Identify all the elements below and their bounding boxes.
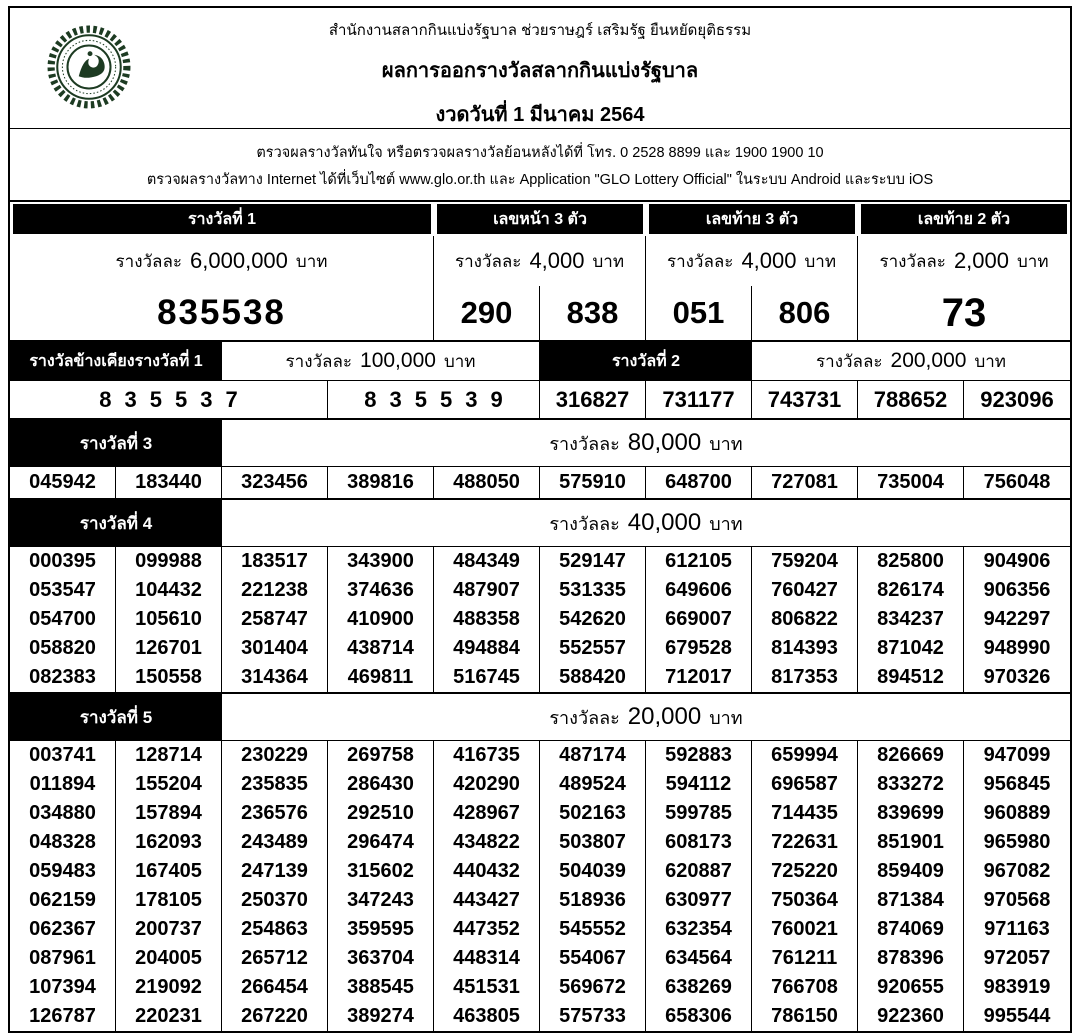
prize3-header-row [10,418,1070,466]
lottery-number-cell: 878396 [858,944,964,973]
lottery-number-cell: 727081 [752,467,858,498]
header-text [10,6,1070,130]
lottery-number-cell: 150558 [116,663,222,692]
first-prize-numbers-row [10,286,1070,340]
lottery-number-cell: 620887 [646,857,752,886]
info-internet-line: ตรวจผลรางวัลทาง Internet ได้ที่เว็บไซต์ www.glo.or.th และ Application "GLO Lottery Official" ในระบบ Android และระบบ iOS [146,172,934,188]
lottery-number-cell: 323456 [222,467,328,498]
lottery-number-cell: 267220 [222,1002,328,1031]
lottery-number-cell: 679528 [646,634,752,663]
lottery-number-cell: 062159 [10,886,116,915]
lottery-number-cell: 659994 [752,741,858,770]
lottery-number-cell: 806822 [752,605,858,634]
lottery-number-cell: 712017 [646,663,752,692]
lottery-number-cell: 531335 [540,576,646,605]
first-prize-header-row [10,200,1070,236]
lottery-number-cell: 045942 [10,467,116,498]
lottery-number-cell: 126701 [116,634,222,663]
lottery-number-cell: 970568 [983,889,1051,911]
lottery-number-cell: 410900 [328,605,434,634]
lottery-number-cell: 048328 [10,828,116,857]
adjacent-number-2: 835539 [328,381,540,418]
lottery-number-cell: 230229 [222,741,328,770]
lottery-results-sheet [8,6,1072,1033]
lottery-number-cell: 948990 [983,637,1051,659]
lottery-number-cell: 552557 [540,634,646,663]
last3-amount-value: 4,000 [741,248,797,273]
lottery-number-cell: 428967 [434,799,540,828]
lottery-number-cell: 839699 [858,799,964,828]
lottery-number-cell: 516745 [434,663,540,692]
lottery-number-cell: 833272 [858,770,964,799]
lottery-number-cell: 632354 [646,915,752,944]
lottery-number-cell: 947099 [983,744,1051,766]
first-prize-number: 835538 [10,286,434,340]
lottery-number-cell: 894512 [858,663,964,692]
header-front3: เลขหน้า 3 ตัว [437,204,643,234]
header-prize1: รางวัลที่ 1 [13,204,431,234]
lottery-number-cell: 814393 [752,634,858,663]
last3-number-1: 051 [646,286,752,340]
prize2-number: 316827 [540,381,646,418]
lottery-number-cell: 529147 [540,547,646,576]
lottery-number-cell: 972057 [983,947,1051,969]
lottery-number-cell: 995544 [983,1005,1051,1027]
lottery-number-cell: 760021 [752,915,858,944]
lottery-number-cell: 759204 [752,547,858,576]
lottery-number-cell: 960889 [983,802,1051,824]
header-prize3: รางวัลที่ 3 [10,420,222,466]
first-prize-amounts-row [10,236,1070,286]
lottery-number-cell: 463805 [434,1002,540,1031]
lottery-number-cell: 489524 [540,770,646,799]
lottery-number-cell: 243489 [222,828,328,857]
front3-amount-value: 4,000 [529,248,585,273]
prize4-amount-value: 40,000 [627,509,702,536]
lottery-number-cell: 983919 [983,976,1051,998]
lottery-number-cell: 343900 [328,547,434,576]
header-adjacent-prize: รางวัลข้างเคียงรางวัลที่ 1 [10,342,222,380]
lottery-number-cell: 363704 [328,944,434,973]
lottery-number-cell: 542620 [540,605,646,634]
lottery-number-cell: 301404 [222,634,328,663]
lottery-number-cell: 696587 [752,770,858,799]
prize1-amount-value: 6,000,000 [190,248,288,273]
per-prize-label: รางวัลละ [816,351,883,371]
lottery-number-cell: 569672 [540,973,646,1002]
lottery-number-cell: 296474 [328,828,434,857]
lottery-number-cell: 104432 [116,576,222,605]
lottery-number-cell: 906356 [983,579,1051,601]
last2-amount [858,236,1070,286]
lottery-number-cell: 760427 [752,576,858,605]
lottery-number-cell: 126787 [10,1002,116,1031]
lottery-number-cell: 167405 [116,857,222,886]
baht-label: บาท [709,513,743,534]
lottery-number-cell: 269758 [328,741,434,770]
lottery-number-cell: 105610 [116,605,222,634]
prize4-amount [222,500,1070,546]
lottery-number-cell: 658306 [646,1002,752,1031]
lottery-number-cell: 416735 [434,741,540,770]
lottery-number-cell: 107394 [10,973,116,1002]
lottery-number-cell: 488050 [434,467,540,498]
header-prize4: รางวัลที่ 4 [10,500,222,546]
lottery-number-cell: 874069 [858,915,964,944]
baht-label: บาท [974,351,1006,371]
lottery-number-cell: 062367 [10,915,116,944]
lottery-number-cell: 286430 [328,770,434,799]
lottery-number-cell: 722631 [752,828,858,857]
baht-label: บาท [295,251,328,271]
lottery-number-cell: 359595 [328,915,434,944]
lottery-number-cell: 254863 [222,915,328,944]
lottery-number-cell: 183517 [222,547,328,576]
lottery-number-cell: 920655 [858,973,964,1002]
lottery-number-cell: 965980 [983,831,1051,853]
page-title: ผลการออกรางวัลสลากกินแบ่งรัฐบาล [381,60,699,82]
lottery-number-cell: 750364 [752,886,858,915]
per-prize-label: รางวัลละ [115,251,183,271]
prize5-header-row [10,692,1070,740]
lottery-number-cell: 714435 [752,799,858,828]
header-prize2: รางวัลที่ 2 [540,342,752,380]
lottery-number-cell: 725220 [752,857,858,886]
baht-label: บาท [709,707,743,728]
lottery-number-cell: 420290 [434,770,540,799]
lottery-number-cell: 648700 [646,467,752,498]
lottery-number-cell: 059483 [10,857,116,886]
lottery-number-cell: 554067 [540,944,646,973]
lottery-number-cell: 834237 [858,605,964,634]
per-prize-label: รางวัลละ [549,513,620,534]
prize5-amount-value: 20,000 [627,703,702,730]
lottery-number-cell: 826669 [858,741,964,770]
lottery-number-cell: 575733 [540,1002,646,1031]
lottery-number-cell: 484349 [434,547,540,576]
lottery-number-cell: 825800 [858,547,964,576]
lottery-number-cell: 011894 [10,770,116,799]
per-prize-label: รางวัลละ [454,251,522,271]
baht-label: บาท [709,433,743,454]
lottery-number-cell: 200737 [116,915,222,944]
lottery-number-cell: 488358 [434,605,540,634]
lottery-number-cell: 592883 [646,741,752,770]
last2-amount-value: 2,000 [953,248,1009,273]
lottery-number-cell: 503807 [540,828,646,857]
front3-amount [434,236,646,286]
lottery-number-cell: 487174 [540,741,646,770]
lottery-number-cell: 265712 [222,944,328,973]
lottery-number-cell: 942297 [983,608,1051,630]
lottery-number-cell: 438714 [328,634,434,663]
baht-label: บาท [804,251,837,271]
lottery-number-cell: 000395 [10,547,116,576]
lottery-number-cell: 904906 [983,550,1051,572]
lottery-number-cell: 761211 [752,944,858,973]
header-last3: เลขท้าย 3 ตัว [649,204,855,234]
lottery-number-cell: 448314 [434,944,540,973]
lottery-number-cell: 388545 [328,973,434,1002]
prize1-amount [10,236,434,286]
lottery-number-cell: 220231 [116,1002,222,1031]
prize3-amount-value: 80,000 [627,429,702,456]
lottery-number-cell: 162093 [116,828,222,857]
lottery-number-cell: 266454 [222,973,328,1002]
baht-label: บาท [592,251,625,271]
lottery-number-cell: 315602 [328,857,434,886]
lottery-number-cell: 128714 [116,741,222,770]
lottery-number-cell: 178105 [116,886,222,915]
prize2-amount [752,342,1070,380]
lottery-number-cell: 922360 [858,1002,964,1031]
lottery-number-cell: 504039 [540,857,646,886]
lottery-number-cell: 236576 [222,799,328,828]
lottery-number-cell: 183440 [116,467,222,498]
lottery-number-cell: 451531 [434,973,540,1002]
lottery-number-cell: 599785 [646,799,752,828]
front3-number-2: 838 [540,286,646,340]
lottery-number-cell: 871384 [858,886,964,915]
lottery-number-cell: 219092 [116,973,222,1002]
adjacent-amount [222,342,540,380]
lottery-number-cell: 735004 [858,467,964,498]
baht-label: บาท [1017,251,1049,271]
lottery-number-cell: 087961 [10,944,116,973]
lottery-number-cell: 970326 [983,666,1051,688]
prize3-amount [222,420,1070,466]
lottery-number-cell: 971163 [984,918,1050,940]
lottery-number-cell: 871042 [858,634,964,663]
prize5-amount [222,694,1070,740]
org-motto: สำนักงานสลากกินแบ่งรัฐบาล ช่วยราษฎร์ เสริมรัฐ ยืนหยัดยุติธรรม [328,22,752,39]
lottery-number-cell: 608173 [646,828,752,857]
lottery-number-cell: 054700 [10,605,116,634]
lottery-number-cell: 347243 [328,886,434,915]
lottery-number-cell: 502163 [540,799,646,828]
lottery-number-cell: 235835 [222,770,328,799]
lottery-number-cell: 157894 [116,799,222,828]
prize2-number: 923096 [980,386,1054,412]
prize2-number: 743731 [752,381,858,418]
adjacent-second-numbers-row [10,380,1070,418]
lottery-number-cell: 292510 [328,799,434,828]
adjacent-amount-value: 100,000 [360,349,436,372]
lottery-number-cell: 634564 [646,944,752,973]
header-last2: เลขท้าย 2 ตัว [861,204,1067,234]
lottery-number-cell: 756048 [983,471,1051,493]
lottery-number-cell: 588420 [540,663,646,692]
lottery-number-cell: 630977 [646,886,752,915]
lottery-number-cell: 766708 [752,973,858,1002]
lottery-number-cell: 649606 [646,576,752,605]
lottery-number-cell: 389274 [328,1002,434,1031]
per-prize-label: รางวัลละ [879,251,946,271]
lottery-number-cell: 374636 [328,576,434,605]
lottery-number-cell: 099988 [116,547,222,576]
draw-date: งวดวันที่ 1 มีนาคม 2564 [435,104,645,126]
lottery-number-cell: 082383 [10,663,116,692]
lottery-number-cell: 389816 [328,467,434,498]
lottery-number-cell: 851901 [858,828,964,857]
lottery-number-cell: 518936 [540,886,646,915]
lottery-number-cell: 314364 [222,663,328,692]
lottery-number-cell: 786150 [752,1002,858,1031]
lottery-number-cell: 487907 [434,576,540,605]
per-prize-label: รางวัลละ [549,707,620,728]
info-phone-line: ตรวจผลรางวัลทันใจ หรือตรวจผลรางวัลย้อนหลังได้ที่ โทร. 0 2528 8899 และ 1900 1900 10 [256,145,824,161]
baht-label: บาท [443,351,476,371]
prize4-header-row [10,498,1070,546]
lottery-number-cell: 859409 [858,857,964,886]
lottery-number-cell: 447352 [434,915,540,944]
lottery-number-cell: 440432 [434,857,540,886]
lottery-number-cell: 155204 [116,770,222,799]
prize5-numbers-grid [10,740,1070,1031]
lottery-number-cell: 826174 [858,576,964,605]
lottery-number-cell: 258747 [222,605,328,634]
lottery-number-cell: 003741 [10,741,116,770]
last3-amount [646,236,858,286]
lottery-number-cell: 817353 [752,663,858,692]
prize2-number: 731177 [646,381,752,418]
header-prize5: รางวัลที่ 5 [10,694,222,740]
lottery-number-cell: 250370 [222,886,328,915]
lottery-number-cell: 956845 [983,773,1051,795]
info-block [10,128,1070,200]
lottery-number-cell: 443427 [434,886,540,915]
lottery-number-cell: 669007 [646,605,752,634]
lottery-number-cell: 545552 [540,915,646,944]
lottery-number-cell: 247139 [222,857,328,886]
lottery-number-cell: 967082 [983,860,1051,882]
per-prize-label: รางวัลละ [285,351,353,371]
adjacent-second-header-row [10,340,1070,380]
prize3-numbers-grid [10,466,1070,498]
lottery-number-cell: 638269 [646,973,752,1002]
lottery-number-cell: 053547 [10,576,116,605]
lottery-number-cell: 494884 [434,634,540,663]
prize2-amount-value: 200,000 [890,349,967,372]
lottery-number-cell: 434822 [434,828,540,857]
prize2-number: 788652 [858,381,964,418]
lottery-number-cell: 575910 [540,467,646,498]
glo-emblem-logo [46,24,132,110]
lottery-number-cell: 034880 [10,799,116,828]
lottery-number-cell: 612105 [646,547,752,576]
lottery-number-cell: 594112 [646,770,752,799]
lottery-number-cell: 469811 [328,663,434,692]
adjacent-number-1: 835537 [10,381,328,418]
per-prize-label: รางวัลละ [549,433,620,454]
lottery-number-cell: 058820 [10,634,116,663]
front3-number-1: 290 [434,286,540,340]
header [10,8,1070,128]
lottery-number-cell: 221238 [222,576,328,605]
lottery-number-cell: 204005 [116,944,222,973]
last2-number: 73 [941,290,987,335]
last3-number-2: 806 [752,286,858,340]
prize4-numbers-grid [10,546,1070,692]
per-prize-label: รางวัลละ [666,251,734,271]
